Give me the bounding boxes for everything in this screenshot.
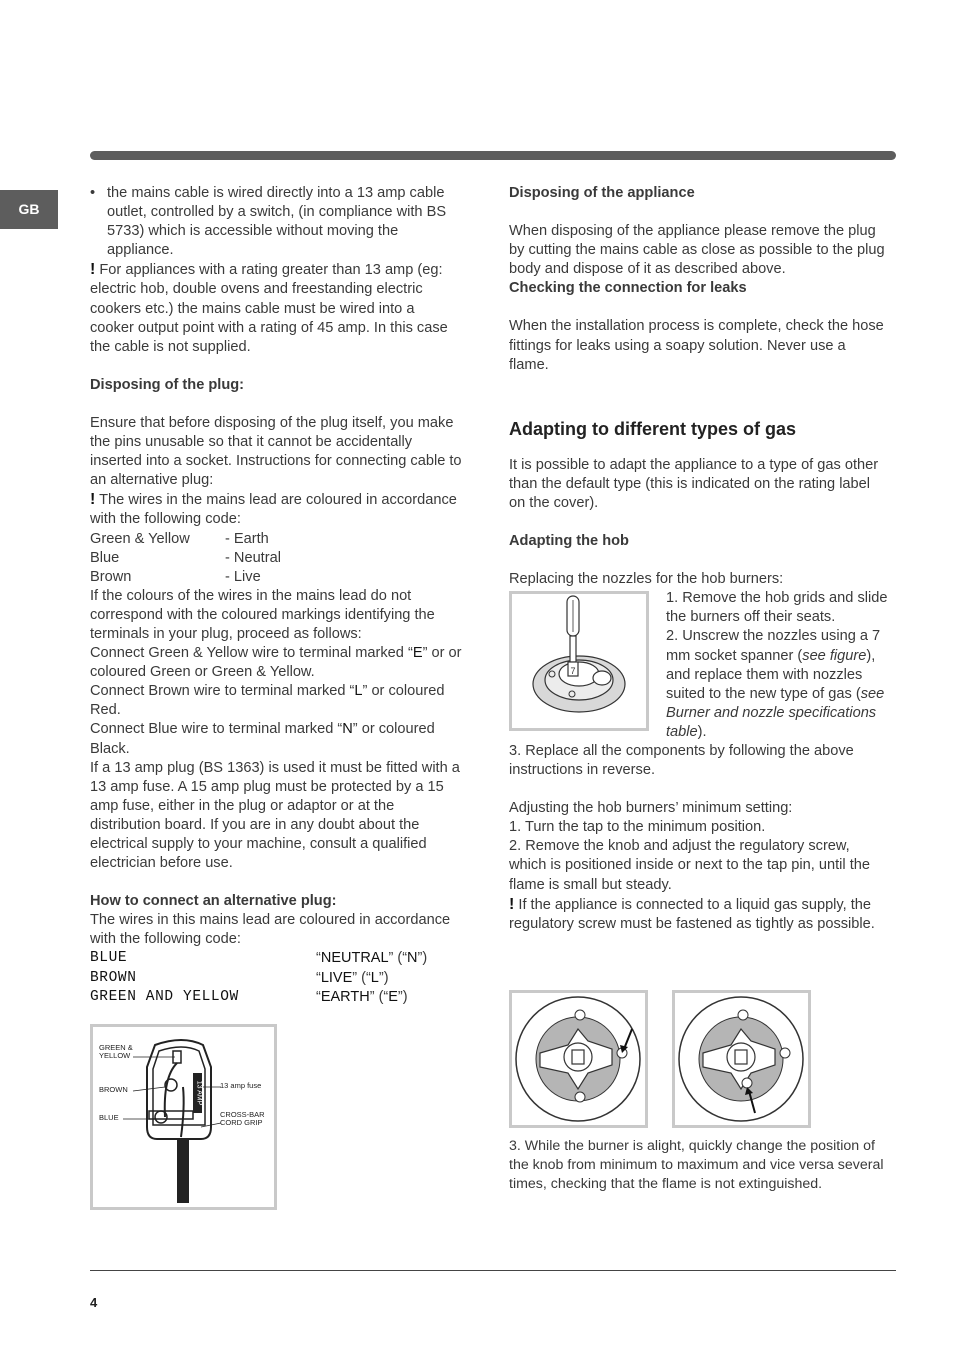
exclamation-icon: ! — [90, 261, 96, 279]
plug-wiring-diagram — [90, 1024, 277, 1210]
leaks-heading: Checking the connection for leaks — [509, 280, 747, 297]
tap-regulator-icon — [675, 993, 808, 1125]
fuse-marking: 13 AMP — [195, 1080, 203, 1106]
plug-paragraph: Ensure that before disposing of the plug itself, you make the pins unusable so that it cannot be accidentally inserted into a socket. Instructions for connecting cable to an alternative plug: — [90, 414, 462, 489]
header-bar — [90, 151, 896, 160]
nozzle-figure — [509, 591, 649, 731]
note-paragraph — [90, 490, 462, 529]
alt-plug-paragraph: The wires in this mains lead are coloured in accordance with the following code: — [90, 912, 451, 948]
spanner-size-marking: 7 — [570, 666, 576, 677]
adjust-step-1: 1. Turn the tap to the minimum position. — [509, 819, 766, 836]
wire-map-row: BROWN “LIVE” (“L”) — [90, 969, 389, 986]
nozzle-section — [509, 589, 889, 742]
wire-colour: Brown — [90, 568, 132, 585]
connect-blue-instruction: Connect Blue wire to terminal marked “N” or coloured Black. — [90, 721, 435, 757]
dispose-heading: Disposing of the appliance — [509, 185, 695, 201]
fuse-label: 13 amp fuse — [220, 1081, 262, 1090]
bullet-text: the mains cable is wired directly into a 13 amp cable outlet, controlled by a switch, (in compliance with BS 5733) which is accessible without moving the appliance. — [107, 185, 447, 259]
bullet-icon: • — [90, 185, 96, 201]
wire-code-row — [90, 530, 462, 549]
exclamation-icon: ! — [90, 491, 96, 509]
note-text: For appliances with a rating greater than 13 amp (eg: electric hob, double ovens and freestanding electric cookers etc.) the mains cable must be wired into a cooker output point with a rating of 45 amp. In this case the cable is not supplied. — [90, 262, 448, 355]
wire-code-row — [90, 568, 462, 587]
blue-label: BLUE — [99, 1113, 119, 1122]
list-item — [90, 184, 462, 260]
gas-paragraph: It is possible to adapt the appliance to a type of gas other than the default type (this is indicated on the rating label on the cover). — [509, 456, 879, 511]
wire-function: - Earth — [225, 530, 269, 547]
gas-section-title: Adapting to different types of gas — [509, 418, 797, 439]
right-column — [509, 184, 889, 934]
wire-colour: Blue — [90, 549, 120, 566]
connect-green-instruction: Connect Green & Yellow wire to terminal marked “E” or or coloured Green or Green & Yellow. — [90, 645, 462, 681]
note-paragraph — [90, 260, 462, 356]
wire-map-row: BLUE “NEUTRAL” (“N”) — [90, 950, 428, 967]
adjust-intro: Adjusting the hob burners’ minimum setting: — [509, 800, 793, 817]
cord-grip-label: CROSS-BAR CORD GRIP — [220, 1110, 265, 1127]
tap-regulator-icon — [512, 993, 645, 1125]
tap-figure-2 — [672, 990, 811, 1128]
wire-colour: Green & Yellow — [90, 530, 190, 547]
note-paragraph — [509, 895, 889, 934]
step-1: 1. Remove the hob grids and slide the burners off their seats. — [666, 590, 888, 626]
dispose-paragraph: When disposing of the appliance please remove the plug by cutting the mains cable as close as possible to the plug body and dispose of it as described above. — [509, 223, 885, 278]
connect-brown-instruction: Connect Brown wire to terminal marked “L” or coloured Red. — [90, 683, 445, 719]
exclamation-icon: ! — [509, 895, 515, 913]
alt-plug-heading: How to connect an alternative plug: — [90, 893, 337, 910]
left-column — [90, 184, 462, 1007]
step-2: 2. Unscrew the nozzles using a 7 mm socket spanner (see figure), and replace them with nozzles suited to the new type of gas (see Burner and nozzle specifications table). — [666, 628, 885, 740]
fuse-paragraph: If a 13 amp plug (BS 1363) is used it must be fitted with a 13 amp fuse. A 15 amp plug must be protected by a 15 amp fuse, either in the plug or adaptor or at the distribution board. If you are in any doubt about the electrical supply to your machine, consult a qualified electrician before use. — [90, 759, 460, 872]
plug-heading: Disposing of the plug: — [90, 376, 245, 393]
leaks-paragraph: When the installation process is complete, check the hose fittings for leaks using a soapy solution. Never use a flame. — [509, 318, 884, 373]
page-number: 4 — [90, 1295, 98, 1310]
wire-function: - Live — [225, 568, 261, 585]
footer-divider — [90, 1270, 896, 1271]
adjust-step-2: 2. Remove the knob and adjust the regulatory screw, which is positioned inside or next to the tap pin, until the flame is small but steady. — [509, 838, 871, 893]
language-tab-label: GB — [18, 200, 40, 217]
wire-map-row: GREEN AND YELLOW “EARTH” (“E”) — [90, 988, 408, 1005]
step-3: 3. Replace all the components by following the above instructions in reverse. — [509, 742, 854, 779]
colours-paragraph: If the colours of the wires in the mains lead do not correspond with the coloured markings identifying the terminals in your plug, proceed as follows: — [90, 587, 435, 642]
green-yellow-label: GREEN & YELLOW — [99, 1043, 133, 1060]
language-tab — [0, 190, 58, 229]
spanner-nozzle-icon — [512, 594, 646, 728]
hob-heading: Adapting the hob — [509, 533, 629, 550]
wire-function: - Neutral — [225, 549, 281, 566]
note-text: If the appliance is connected to a liquid gas supply, the regulatory screw must be fastened as tightly as possible. — [509, 896, 875, 932]
brown-label: BROWN — [99, 1085, 128, 1094]
note-text: The wires in the mains lead are coloured in accordance with the following code: — [90, 492, 457, 528]
wire-code-row — [90, 549, 462, 568]
replace-intro: Replacing the nozzles for the hob burners: — [509, 571, 784, 588]
tap-figure-1 — [509, 990, 648, 1128]
final-step: 3. While the burner is alight, quickly change the position of the knob from minimum to maximum and vice versa several times, checking that the flame is not extinguished. — [509, 1138, 884, 1193]
